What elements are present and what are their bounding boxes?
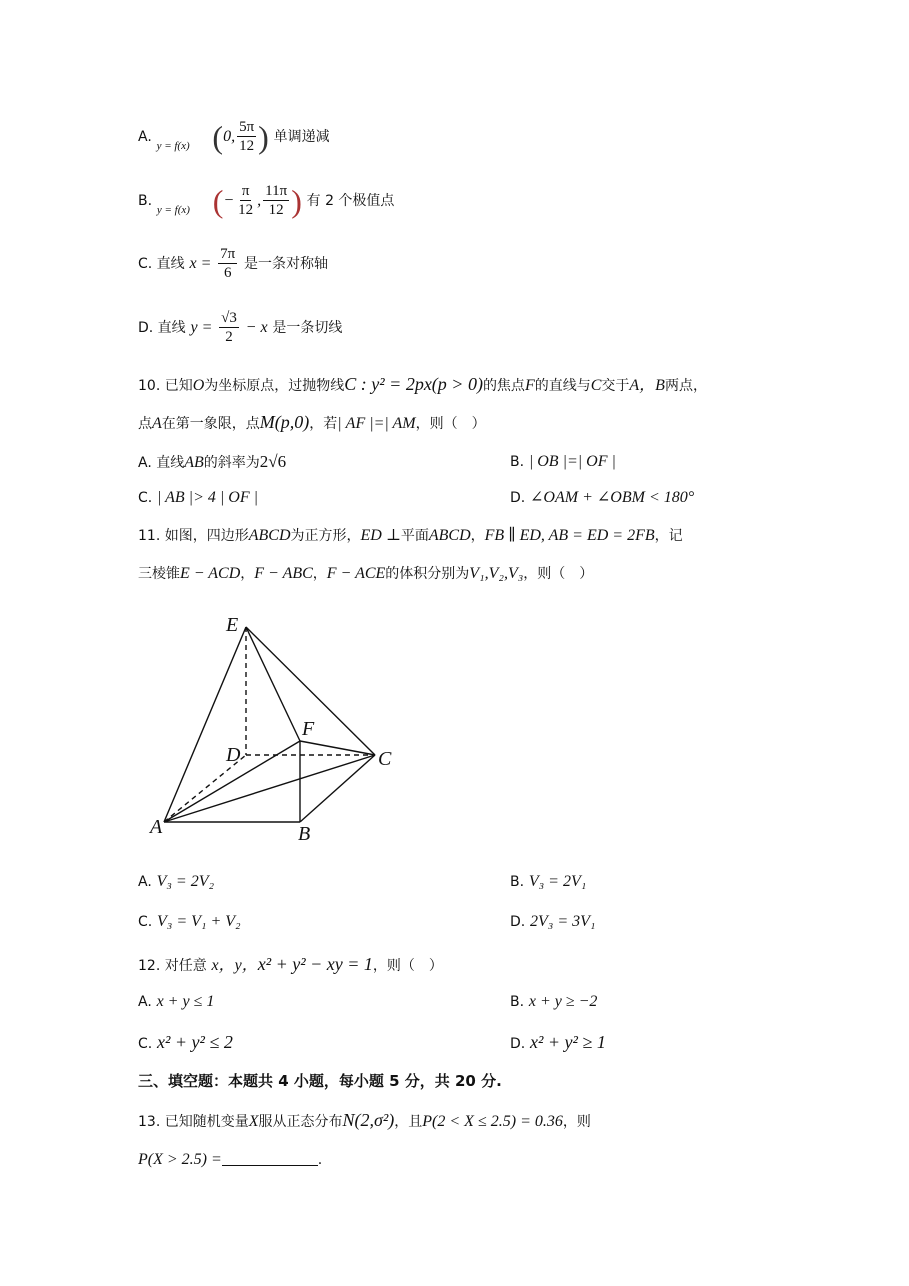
label-D: D xyxy=(226,744,241,766)
q10-option-a: A. 直线AB的斜率为2√6 xyxy=(138,452,287,471)
answer-blank[interactable] xyxy=(222,1151,318,1166)
label-B: B xyxy=(298,823,311,845)
section-3-heading: 三、填空题：本题共 4 小题，每小题 5 分，共 20 分. xyxy=(138,1072,502,1090)
label-C: C xyxy=(378,748,392,770)
q9-a-func: y = f(x) xyxy=(156,140,190,153)
edge-EF xyxy=(246,627,300,741)
q9-b-func: y = f(x) xyxy=(156,204,190,217)
q11-stem-line2: 三棱锥E − ACD，F − ABC，F − ACE的体积分别为V₁,V₂,V₃，则（ ） xyxy=(138,565,594,582)
q10-option-b: B. | OB |=| OF | xyxy=(510,453,616,470)
q13-stem-line1: 13. 已知随机变量X服从正态分布N(2,σ²)，且P(2 < X ≤ 2.5) = 0.36，则 xyxy=(138,1110,591,1130)
q12-option-d: D. x² + y² ≥ 1 xyxy=(510,1032,606,1052)
q11-option-b: B. V₃ = 2V₁ xyxy=(510,873,587,890)
q10-option-c: C. | AB |> 4 | OF | xyxy=(138,489,258,506)
q11-option-d: D. 2V₃ = 3V₁ xyxy=(510,913,596,930)
q9-a-fraction: $\frac{5\pi}{12}$ xyxy=(239,119,255,154)
label-E: E xyxy=(226,614,239,636)
q12-stem: 12. 对任意 x，y，x² + y² − xy = 1，则（ ） xyxy=(138,954,443,974)
q11-option-c: C. V₃ = V₁ + V₂ xyxy=(138,913,241,930)
q10-option-d: D. ∠OAM + ∠OBM < 180° xyxy=(510,489,695,506)
q9-option-d: D. 直线 y = $\frac{√3}{2}$ − x 是一条切线 xyxy=(138,310,343,345)
q9-option-a: A. $_{y = f(x)}$ (0, $\frac{5\pi}{12}$ ) 单调递减 xyxy=(138,119,330,155)
q12-option-b: B. x + y ≥ −2 xyxy=(510,993,598,1010)
edge-BC xyxy=(300,755,375,822)
q11-pyramid-figure xyxy=(140,605,420,850)
edge-EA xyxy=(164,627,246,822)
q9-option-c: C. 直线 x = $\frac{7\pi}{6}$ 是一条对称轴 xyxy=(138,246,329,281)
q10-stem-line1: 10. 已知O为坐标原点，过抛物线C : y² = 2px(p > 0)的焦点F的直线与C交于A，B两点， xyxy=(138,374,707,394)
q9-option-b: B. $_{y = f(x)}$ (− $\frac{\pi}{12}$ , $\frac{11\pi}{12}$ ) 有 2 个极值点 xyxy=(138,183,395,219)
q11-option-a: A. V₃ = 2V₂ xyxy=(138,873,215,890)
label-A: A xyxy=(150,816,163,838)
q11-stem-line1: 11. 如图，四边形ABCD为正方形，ED ⊥平面ABCD，FB ∥ ED, AB = ED = 2FB，记 xyxy=(138,527,683,544)
q13-stem-line2: P(X > 2.5) = . xyxy=(138,1151,323,1168)
q12-option-a: A. x + y ≤ 1 xyxy=(138,993,215,1010)
label-F: F xyxy=(302,718,315,740)
edge-AC xyxy=(164,755,375,822)
q10-stem-line2: 点A在第一象限，点M(p,0)，若| AF |=| AM，则（ ） xyxy=(138,412,486,432)
q12-option-c: C. x² + y² ≤ 2 xyxy=(138,1032,233,1052)
